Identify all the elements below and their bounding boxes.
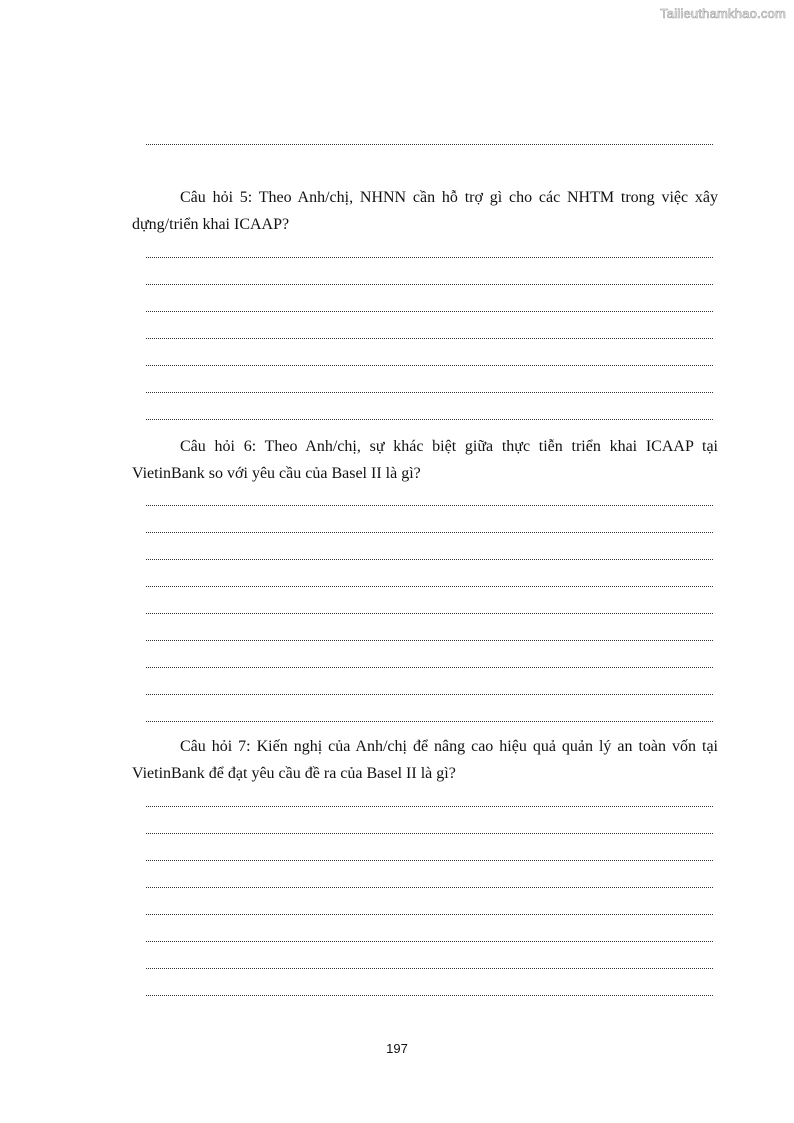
answer-line	[146, 532, 713, 533]
answer-line	[146, 640, 713, 641]
page-number: 197	[386, 1041, 408, 1056]
answer-line	[146, 613, 713, 614]
answer-line	[146, 365, 713, 366]
answer-line	[146, 995, 713, 996]
answer-line	[146, 914, 713, 915]
question-5	[132, 184, 718, 238]
question-text: Câu hỏi 7: Kiến nghị của Anh/chị để nâng cao hiệu quả quản lý an toàn vốn tại VietinBank để đạt yêu cầu đề ra của Basel II là gì?	[132, 738, 718, 782]
answer-line	[146, 806, 713, 807]
answer-line	[146, 968, 713, 969]
question-7	[132, 733, 718, 787]
question-text: Câu hỏi 5: Theo Anh/chị, NHNN cần hỗ trợ gì cho các NHTM trong việc xây dựng/triển khai ICAAP?	[132, 189, 718, 233]
answer-line	[146, 338, 713, 339]
answer-line	[146, 941, 713, 942]
watermark: Tailieuthamkhao.com	[660, 6, 786, 21]
answer-line	[146, 667, 713, 668]
answer-line	[146, 559, 713, 560]
answer-line	[146, 392, 713, 393]
answer-line	[146, 311, 713, 312]
answer-line	[146, 887, 713, 888]
answer-line	[146, 586, 713, 587]
answer-line	[146, 257, 713, 258]
answer-line	[146, 833, 713, 834]
answer-line	[146, 860, 713, 861]
answer-line	[146, 505, 713, 506]
question-6	[132, 433, 718, 487]
answer-line	[146, 419, 713, 420]
answer-line	[146, 721, 713, 722]
answer-line	[146, 284, 713, 285]
answer-line	[146, 144, 713, 145]
question-text: Câu hỏi 6: Theo Anh/chị, sự khác biệt giữa thực tiễn triển khai ICAAP tại VietinBank so với yêu cầu của Basel II là gì?	[132, 438, 718, 482]
answer-line	[146, 694, 713, 695]
